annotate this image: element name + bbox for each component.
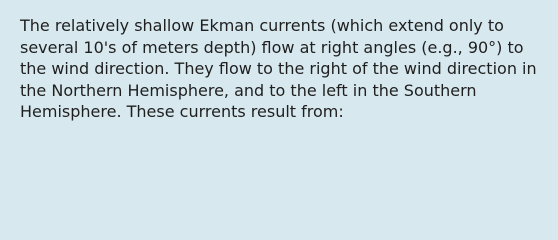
question-text: The relatively shallow Ekman currents (which extend only to several 10's of meters depth) flow at right angles (e.g., 90°) to the wind direction. They flow to the right of the wind direction in the Northern Hemisphere, and to the left in the Southern Hemisphere. These currents result from: (20, 16, 537, 121)
